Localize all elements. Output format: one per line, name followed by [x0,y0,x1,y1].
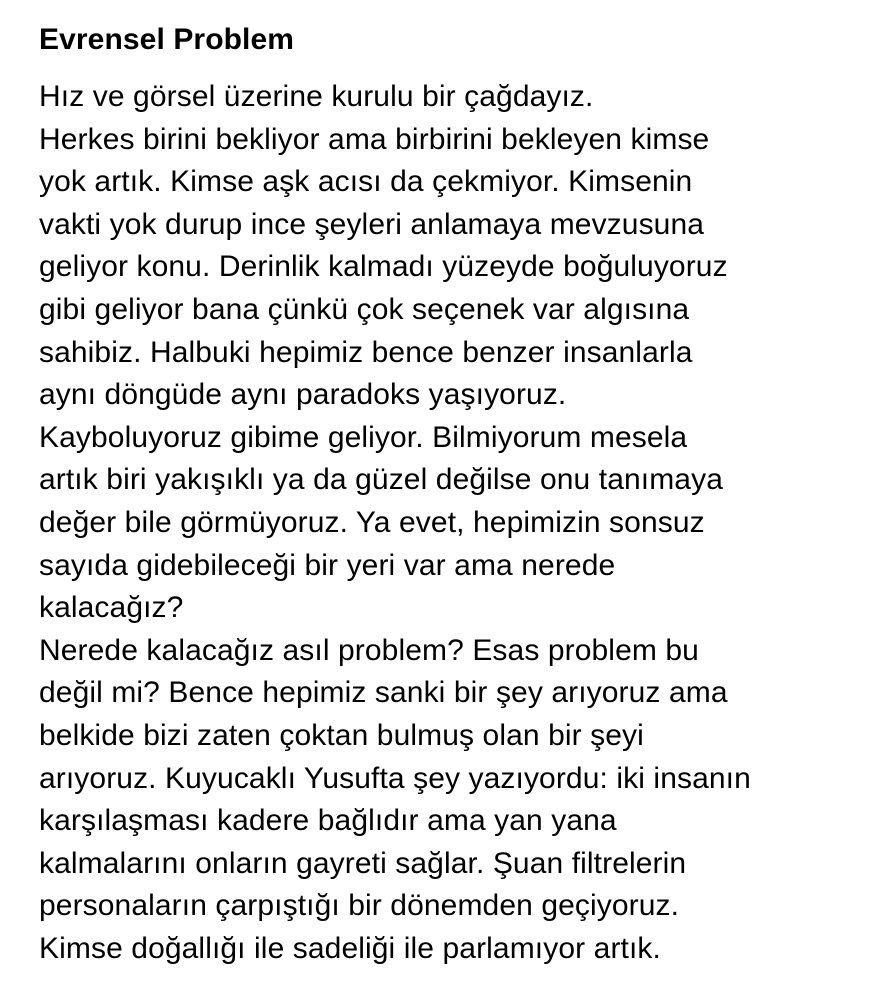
note-line: arıyoruz. Kuyucaklı Yusufta şey yazıyordu: iki insanın [39,761,751,795]
note-line: belkide bizi zaten çoktan bulmuş olan bir şeyi [39,718,644,752]
note-title: Evrensel Problem [39,23,295,56]
note-line: Kimse doğallığı ile sadeliği ile parlamıyor artık. [39,931,661,965]
note-line: vakti yok durup ince şeyleri anlamaya mevzusuna [39,207,705,241]
note-line: gibi geliyor bana çünkü çok seçenek var algısına [39,292,690,326]
note-line: sahibiz. Halbuki hepimiz bence benzer insanlarla [39,335,693,369]
note-line: karşılaşması kadere bağlıdır ama yan yana [39,804,617,838]
note-line: değil mi? Bence hepimiz sanki bir şey arıyoruz ama [39,676,728,710]
note-line: kalacağız? [39,591,184,625]
note-line: personaların çarpıştığı bir dönemden geçiyoruz. [39,889,680,923]
note-text [39,76,869,970]
note-line: Kayboluyoruz gibime geliyor. Bilmiyorum mesela [39,420,688,454]
note-body [39,18,869,970]
note-line: aynı döngüde aynı paradoks yaşıyoruz. [39,378,567,412]
note-line: sayıda gidebileceği bir yeri var ama nerede [39,548,616,582]
note-line: kalmalarını onların gayreti sağlar. Şuan filtrelerin [39,846,687,880]
note-line: Herkes birini bekliyor ama birbirini bekleyen kimse [39,122,710,156]
note-line: değer bile görmüyoruz. Ya evet, hepimizin sonsuz [39,505,705,539]
note-line: artık biri yakışıklı ya da güzel değilse onu tanımaya [39,463,723,497]
note-line: yok artık. Kimse aşk acısı da çekmiyor. Kimsenin [39,165,693,199]
note-line: geliyor konu. Derinlik kalmadı yüzeyde boğuluyoruz [39,250,728,284]
note-line: Hız ve görsel üzerine kurulu bir çağdayız. [39,80,594,113]
note-line: Nerede kalacağız asıl problem? Esas problem bu [39,633,699,667]
